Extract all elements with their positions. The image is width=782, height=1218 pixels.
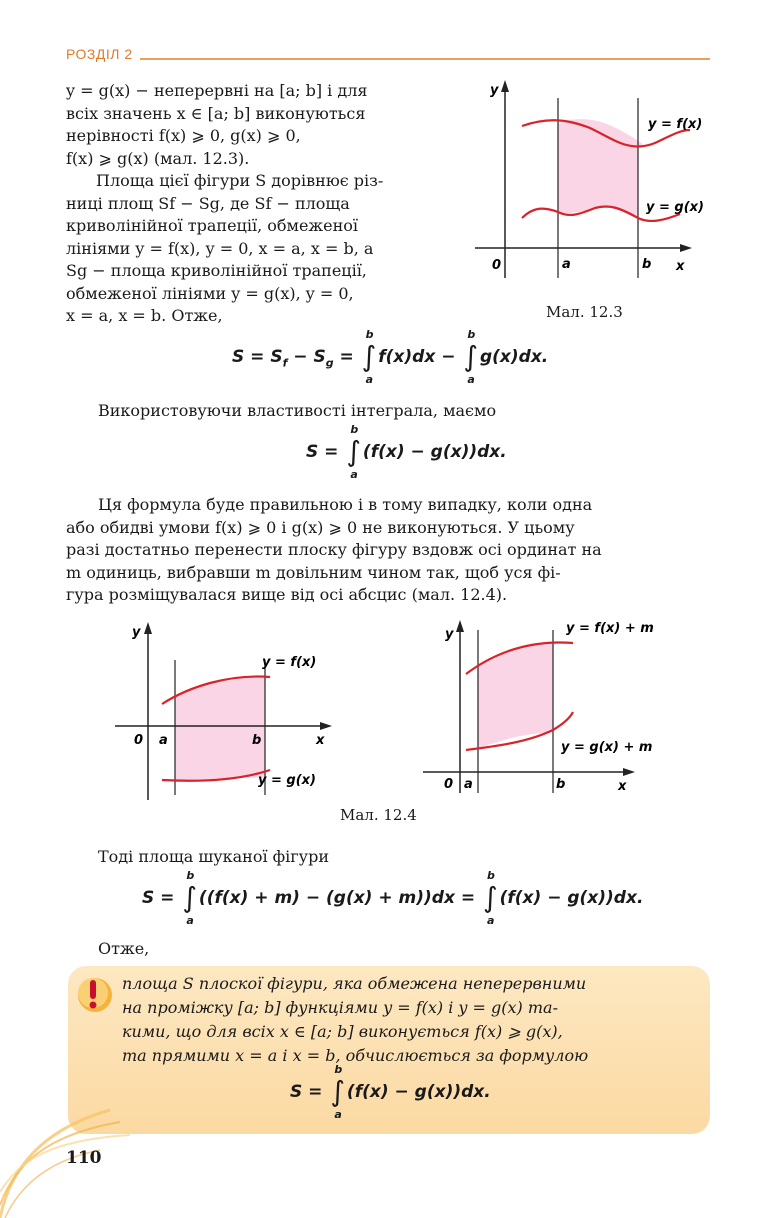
section-rule bbox=[140, 58, 710, 60]
text-line: Площа цієї фігури S дорівнює різ- bbox=[96, 171, 384, 190]
x-label: x bbox=[676, 259, 685, 274]
x-axis-arrow bbox=[320, 722, 332, 730]
subscript: g bbox=[325, 356, 334, 370]
text-line: разі достатньо перенести плоску фігуру вздовж осі ординат на bbox=[66, 540, 602, 559]
paragraph-area-difference bbox=[66, 170, 450, 328]
upper-limit: b bbox=[365, 328, 374, 341]
integral-sign: ∫ b a bbox=[346, 423, 361, 481]
formula-text: (f(x) − g(x))dx. bbox=[499, 888, 644, 908]
formula-text: = bbox=[333, 347, 360, 367]
formula-text: (f(x) − g(x))dx. bbox=[362, 442, 507, 462]
formula-text: − S bbox=[287, 347, 326, 367]
x-axis-arrow bbox=[623, 768, 635, 776]
text-line: всіх значень x ∈ [a; b] виконуються bbox=[66, 103, 366, 123]
figure-12-4-right bbox=[418, 618, 678, 798]
formula-shifted-area bbox=[142, 869, 644, 927]
upper-limit: b bbox=[487, 869, 495, 882]
formula-text: S = bbox=[290, 1082, 323, 1102]
lower-limit: a bbox=[365, 373, 374, 386]
section-label: РОЗДІЛ 2 bbox=[66, 46, 133, 62]
page-number: 110 bbox=[66, 1148, 102, 1168]
paragraph-intro bbox=[66, 80, 450, 170]
text-line: криволінійної трапеції, обмеженої bbox=[66, 216, 359, 235]
lower-limit: a bbox=[334, 1108, 342, 1121]
a-label: a bbox=[159, 733, 168, 748]
formula-area bbox=[306, 423, 507, 481]
label-f: y = f(x) bbox=[262, 655, 317, 670]
subscript: f bbox=[282, 356, 288, 370]
text-line: гура розміщувалася вище від осі абсцис (мал. 12.4). bbox=[66, 585, 508, 604]
paragraph-therefore: Отже, bbox=[98, 939, 150, 958]
b-label: b bbox=[642, 257, 652, 272]
origin-label: 0 bbox=[134, 733, 144, 748]
text-line: Sg − площа криволінійної трапеції, bbox=[66, 261, 367, 280]
y-axis-arrow bbox=[501, 80, 509, 92]
x-label: x bbox=[316, 733, 325, 748]
label-g: y = g(x) bbox=[646, 200, 704, 215]
text-line: f(x) ⩾ g(x) (мал. 12.3). bbox=[66, 148, 250, 168]
lower-limit: a bbox=[467, 373, 475, 386]
formula-text: S = bbox=[306, 442, 339, 462]
integral-sign: ∫ b a bbox=[330, 1063, 345, 1121]
figure-caption: Мал. 12.3 bbox=[546, 303, 623, 321]
y-label: y bbox=[445, 627, 454, 642]
text-line: ниці площ Sf − Sg, де Sf − площа bbox=[66, 193, 350, 213]
integral-sign: ∫ b a bbox=[463, 328, 478, 386]
b-label: b bbox=[556, 777, 566, 792]
lower-limit: a bbox=[487, 914, 495, 927]
text-line: обмеженої лініями y = g(x), y = 0, bbox=[66, 283, 354, 303]
text-line: площа S плоскої фігури, яка обмежена неперервними bbox=[122, 974, 587, 993]
y-label: y bbox=[490, 83, 499, 98]
upper-limit: b bbox=[186, 869, 195, 882]
text-line: на проміжку [a; b] функціями y = f(x) і y = g(x) та- bbox=[122, 998, 558, 1017]
integral-sign: ∫ b a bbox=[182, 869, 197, 927]
text-line: m одиниць, вибравши m довільним чином так, щоб уся фі- bbox=[66, 562, 561, 582]
upper-limit: b bbox=[350, 423, 359, 436]
text-line: або обидві умови f(x) ⩾ 0 і g(x) ⩾ 0 не виконуються. У цьому bbox=[66, 517, 575, 537]
a-label: a bbox=[464, 777, 473, 792]
lower-limit: a bbox=[186, 914, 194, 927]
label-g: y = g(x) bbox=[258, 773, 316, 788]
lower-limit: a bbox=[350, 468, 358, 481]
formula-text: S = S bbox=[232, 347, 283, 367]
figure-caption: Мал. 12.4 bbox=[340, 806, 417, 824]
a-label: a bbox=[562, 257, 571, 272]
upper-limit: b bbox=[334, 1063, 343, 1076]
callout-formula bbox=[290, 1063, 491, 1121]
callout-text bbox=[122, 972, 706, 1068]
label-g: y = g(x) + m bbox=[561, 740, 653, 755]
paragraph-shift bbox=[66, 494, 710, 607]
formula-area-difference bbox=[232, 328, 549, 386]
formula-text: f(x)dx − bbox=[378, 347, 456, 367]
b-label: b bbox=[252, 733, 262, 748]
x-axis-arrow bbox=[680, 244, 692, 252]
figure-12-3 bbox=[470, 78, 710, 288]
formula-text: ((f(x) + m) − (g(x) + m))dx = bbox=[198, 888, 476, 908]
y-axis-arrow bbox=[456, 620, 464, 632]
text-line: нерівності f(x) ⩾ 0, g(x) ⩾ 0, bbox=[66, 126, 301, 145]
y-axis-arrow bbox=[144, 622, 152, 634]
formula-text: g(x)dx. bbox=[479, 347, 549, 367]
upper-limit: b bbox=[467, 328, 476, 341]
y-label: y bbox=[132, 625, 141, 640]
text-line: y = g(x) − неперервні на [a; b] і для bbox=[66, 81, 368, 100]
paragraph-properties: Використовуючи властивості інтеграла, маємо bbox=[98, 401, 497, 420]
figure-12-4-left bbox=[110, 620, 350, 805]
text-line: кими, що для всіх x ∈ [a; b] виконується f(x) ⩾ g(x), bbox=[122, 1022, 563, 1041]
text-line: лініями y = f(x), y = 0, x = a, x = b, а bbox=[66, 238, 374, 258]
origin-label: 0 bbox=[492, 258, 502, 273]
text-line: та прямими x = a і x = b, обчислюється за формулою bbox=[122, 1046, 589, 1065]
formula-text: S = bbox=[142, 888, 175, 908]
origin-label: 0 bbox=[444, 777, 454, 792]
region-between-curves bbox=[175, 678, 265, 782]
integral-sign: ∫ b a bbox=[483, 869, 498, 927]
paragraph-then: Тоді площа шуканої фігури bbox=[98, 847, 329, 866]
integral-sign: ∫ b a bbox=[361, 328, 377, 386]
text-line: Ця формула буде правильною і в тому випадку, коли одна bbox=[98, 495, 593, 514]
label-f: y = f(x) bbox=[648, 117, 703, 132]
exclamation-icon bbox=[76, 974, 114, 1014]
text-line: x = a, x = b. Отже, bbox=[66, 306, 223, 325]
label-f: y = f(x) + m bbox=[566, 621, 654, 636]
formula-text: (f(x) − g(x))dx. bbox=[346, 1082, 491, 1102]
x-label: x bbox=[618, 779, 627, 794]
